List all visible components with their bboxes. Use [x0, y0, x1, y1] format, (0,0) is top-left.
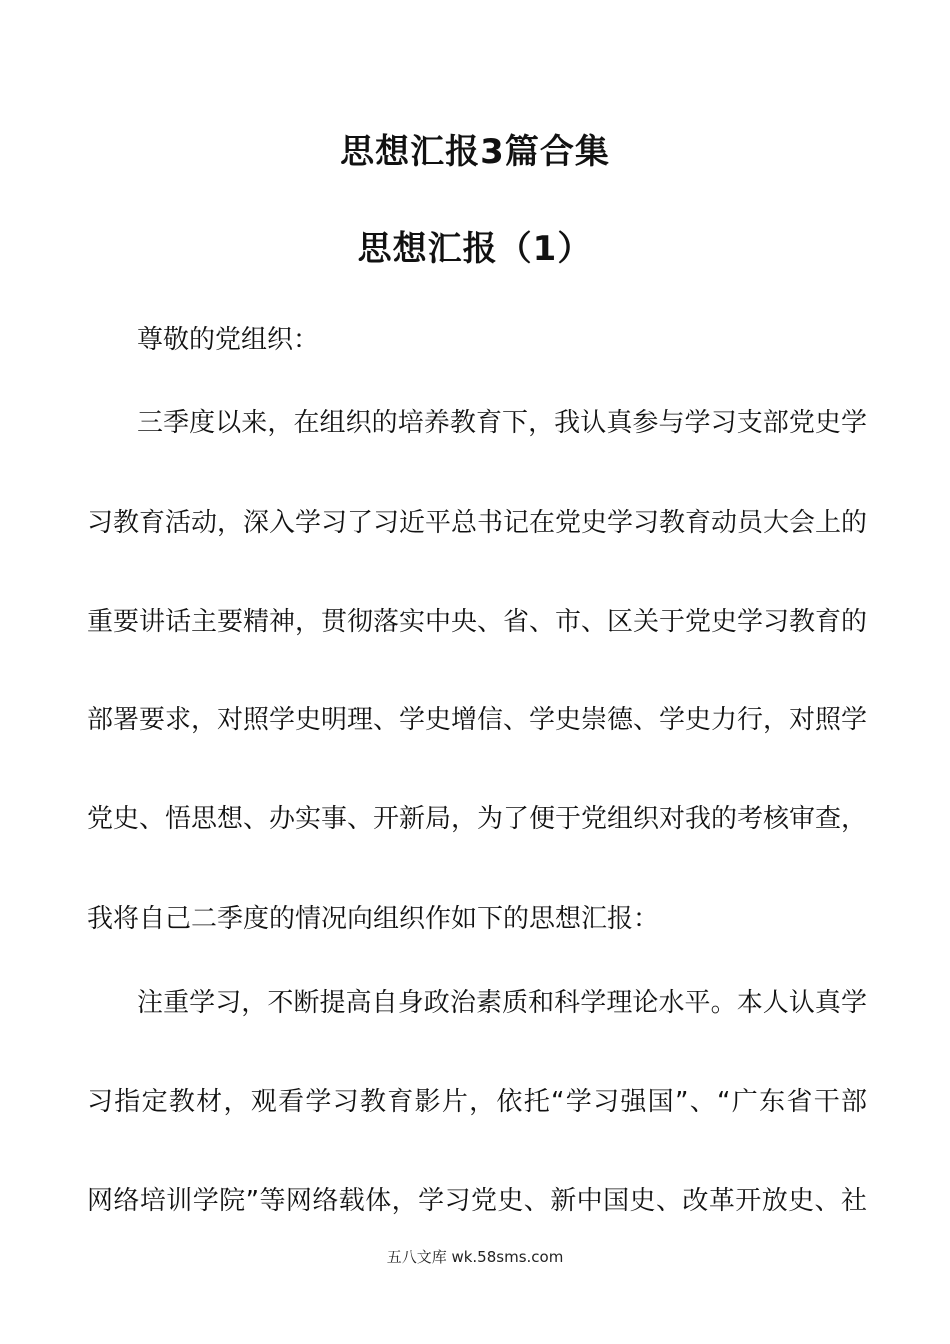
document-subtitle: 思想汇报（1）: [357, 229, 593, 269]
document-title: 思想汇报3篇合集: [340, 132, 610, 172]
footer-watermark: 五八文库 wk.58sms.com: [386, 1248, 564, 1266]
paragraph-1-line: 重要讲话主要精神，贯彻落实中央、省、市、区关于党史学习教育的: [87, 607, 868, 637]
paragraph-1-line: 习教育活动，深入学习了习近平总书记在党史学习教育动员大会上的: [87, 508, 868, 538]
paragraph-2-line: 习指定教材，观看学习教育影片，依托“学习强国”、“广东省干部: [87, 1087, 867, 1117]
paragraph-1-line: 党史、悟思想、办实事、开新局，为了便于党组织对我的考核审查，: [87, 804, 868, 834]
paragraph-1-line: 我将自己二季度的情况向组织作如下的思想汇报：: [87, 904, 660, 934]
paragraph-2-line: 注重学习，不断提高自身政治素质和科学理论水平。本人认真学: [137, 988, 867, 1018]
paragraph-1-line: 部署要求，对照学史明理、学史增信、学史崇德、学史力行，对照学: [87, 705, 868, 735]
paragraph-2-line: 网络培训学院”等网络载体，学习党史、新中国史、改革开放史、社: [87, 1186, 867, 1216]
salutation: 尊敬的党组织：: [137, 325, 320, 355]
paragraph-1-line: 三季度以来，在组织的培养教育下，我认真参与学习支部党史学: [137, 408, 867, 438]
